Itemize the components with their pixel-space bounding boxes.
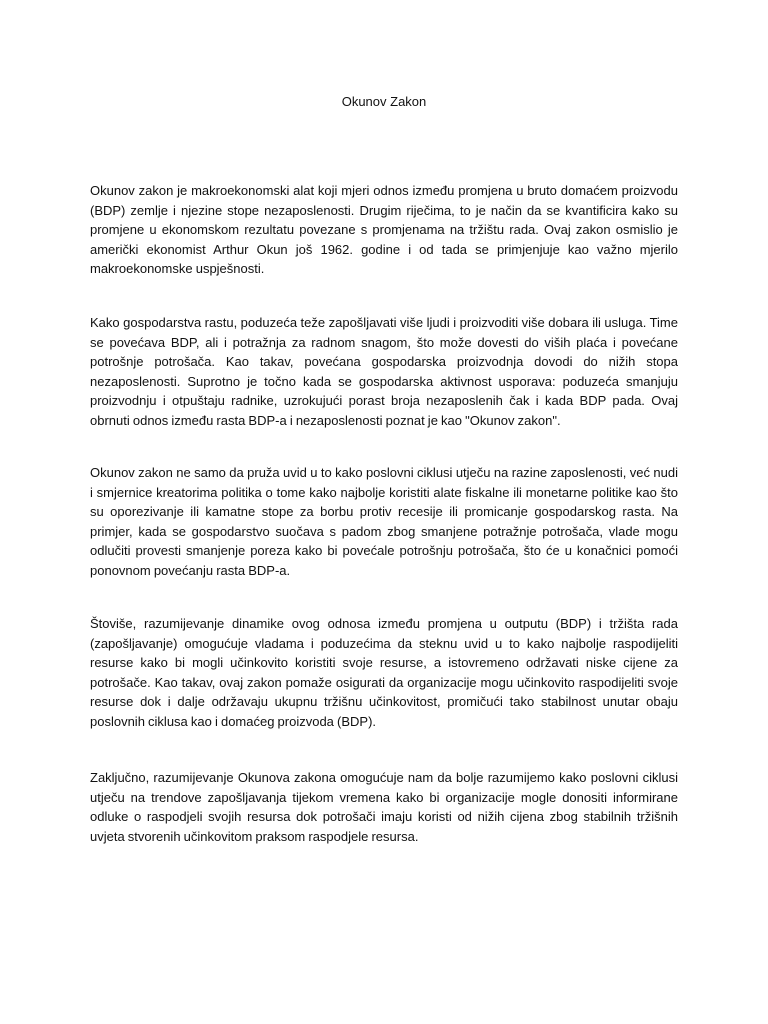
paragraph-2: Kako gospodarstva rastu, poduzeća teže zapošljavati više ljudi i proizvoditi više dobara ili usluga. Time se povećava BDP, ali i potražnja za radnom snagom, što može dovesti do viših plaća i povećane potrošnje potrošača. Kao takav, povećana gospodarska proizvodnja dovodi do nižih stopa nezaposlenosti. Suprotno je točno kada se gospodarska aktivnost usporava: poduzeća smanjuju proizvodnju i otpuštaju radnike, uzrokujući porast broja nezaposlenih čak i kada BDP pada. Ovaj obrnuti odnos između rasta BDP-a i nezaposlenosti poznat je kao "Okunov zakon".	[90, 315, 678, 428]
paragraph-3: Okunov zakon ne samo da pruža uvid u to kako poslovni ciklusi utječu na razine zaposlenosti, već nudi i smjernice kreatorima politika o tome kako najbolje koristiti alate fiskalne ili monetarne politike kao što su oporezivanje ili kamatne stope za borbu protiv recesije ili promicanje gospodarskog rasta. Na primjer, kada se gospodarstvo suočava s padom zbog smanjene potražnje potrošača, vlade mogu odlučiti provesti smanjenje poreza kako bi povećale potrošnju potrošača, što će u konačnici pomoći ponovnom povećanju rasta BDP-a.	[90, 465, 678, 578]
document-title: Okunov Zakon	[341, 94, 427, 109]
paragraph-5: Zaključno, razumijevanje Okunova zakona omogućuje nam da bolje razumijemo kako poslovni ciklusi utječu na trendove zapošljavanja tijekom vremena kako bi organizacije mogle donositi informirane odluke o raspodjeli svojih resursa dok potrošači imaju koristi od nižih cijena zbog stabilnih tržišnih uvjeta stvorenih učinkovitom praksom raspodjele resursa.	[90, 770, 678, 844]
paragraph-4: Štoviše, razumijevanje dinamike ovog odnosa između promjena u outputu (BDP) i tržišta rada (zapošljavanje) omogućuje vladama i poduzećima da steknu uvid u to kako najbolje raspodijeliti resurse kako bi mogli učinkovito koristiti svoje resurse, a istovremeno održavati niske cijene za potrošače. Kao takav, ovaj zakon pomaže osigurati da organizacije mogu učinkovito raspodijeliti svoje resurse dok i dalje održavaju ukupnu tržišnu učinkovitost, promičući tako stabilnost unutar obaju poslovnih ciklusa kao i domaćeg proizvoda (BDP).	[90, 616, 678, 729]
paragraph-1: Okunov zakon je makroekonomski alat koji mjeri odnos između promjena u bruto domaćem proizvodu (BDP) zemlje i njezine stope nezaposlenosti. Drugim riječima, to je način da se kvantificira kako su promjene u ekonomskom rezultatu povezane s promjenama na tržištu rada. Ovaj zakon osmislio je američki ekonomist Arthur Okun još 1962. godine i od tada se primjenjuje kao važno mjerilo makroekonomske uspješnosti.	[90, 183, 678, 276]
